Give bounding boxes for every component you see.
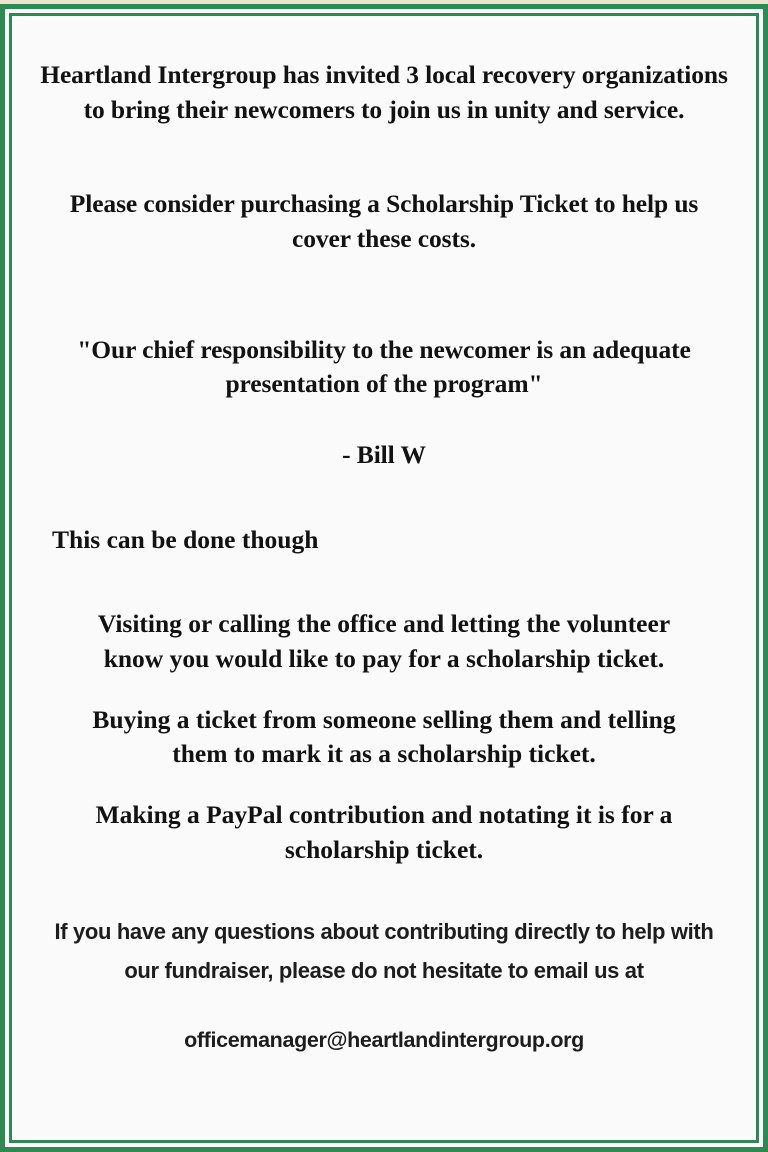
contact-paragraph: If you have any questions about contributing directly to help with our fundraiser, please do not hesitate to email us at: [54, 919, 714, 983]
flyer-border-outer: [0, 4, 768, 1152]
flyer-content: [12, 16, 756, 1140]
list-item: Visiting or calling the office and letting the volunteer know you would like to pay for a scholarship ticket.: [97, 609, 671, 674]
bill-w-quote: "Our chief responsibility to the newcomer is an adequate presentation of the program": [77, 334, 691, 399]
list-item: Making a PayPal contribution and notating it is for a scholarship ticket.: [95, 800, 673, 864]
flyer-border-gap: [5, 9, 763, 1147]
methods-intro: This can be done though: [52, 524, 319, 554]
scholarship-ask-paragraph: Please consider purchasing a Scholarship Ticket to help us cover these costs.: [69, 189, 699, 254]
quote-attribution: - Bill W: [342, 440, 426, 470]
flyer-border-inner: [9, 13, 759, 1143]
lead-paragraph: Heartland Intergroup has invited 3 local recovery organizations to bring their newcomers to join us in unity and service.: [40, 60, 728, 124]
methods-list: [38, 607, 730, 867]
contact-email[interactable]: officemanager@heartlandintergroup.org: [184, 1028, 584, 1053]
list-item: Buying a ticket from someone selling them and telling them to mark it as a scholarship ticket.: [92, 704, 676, 769]
